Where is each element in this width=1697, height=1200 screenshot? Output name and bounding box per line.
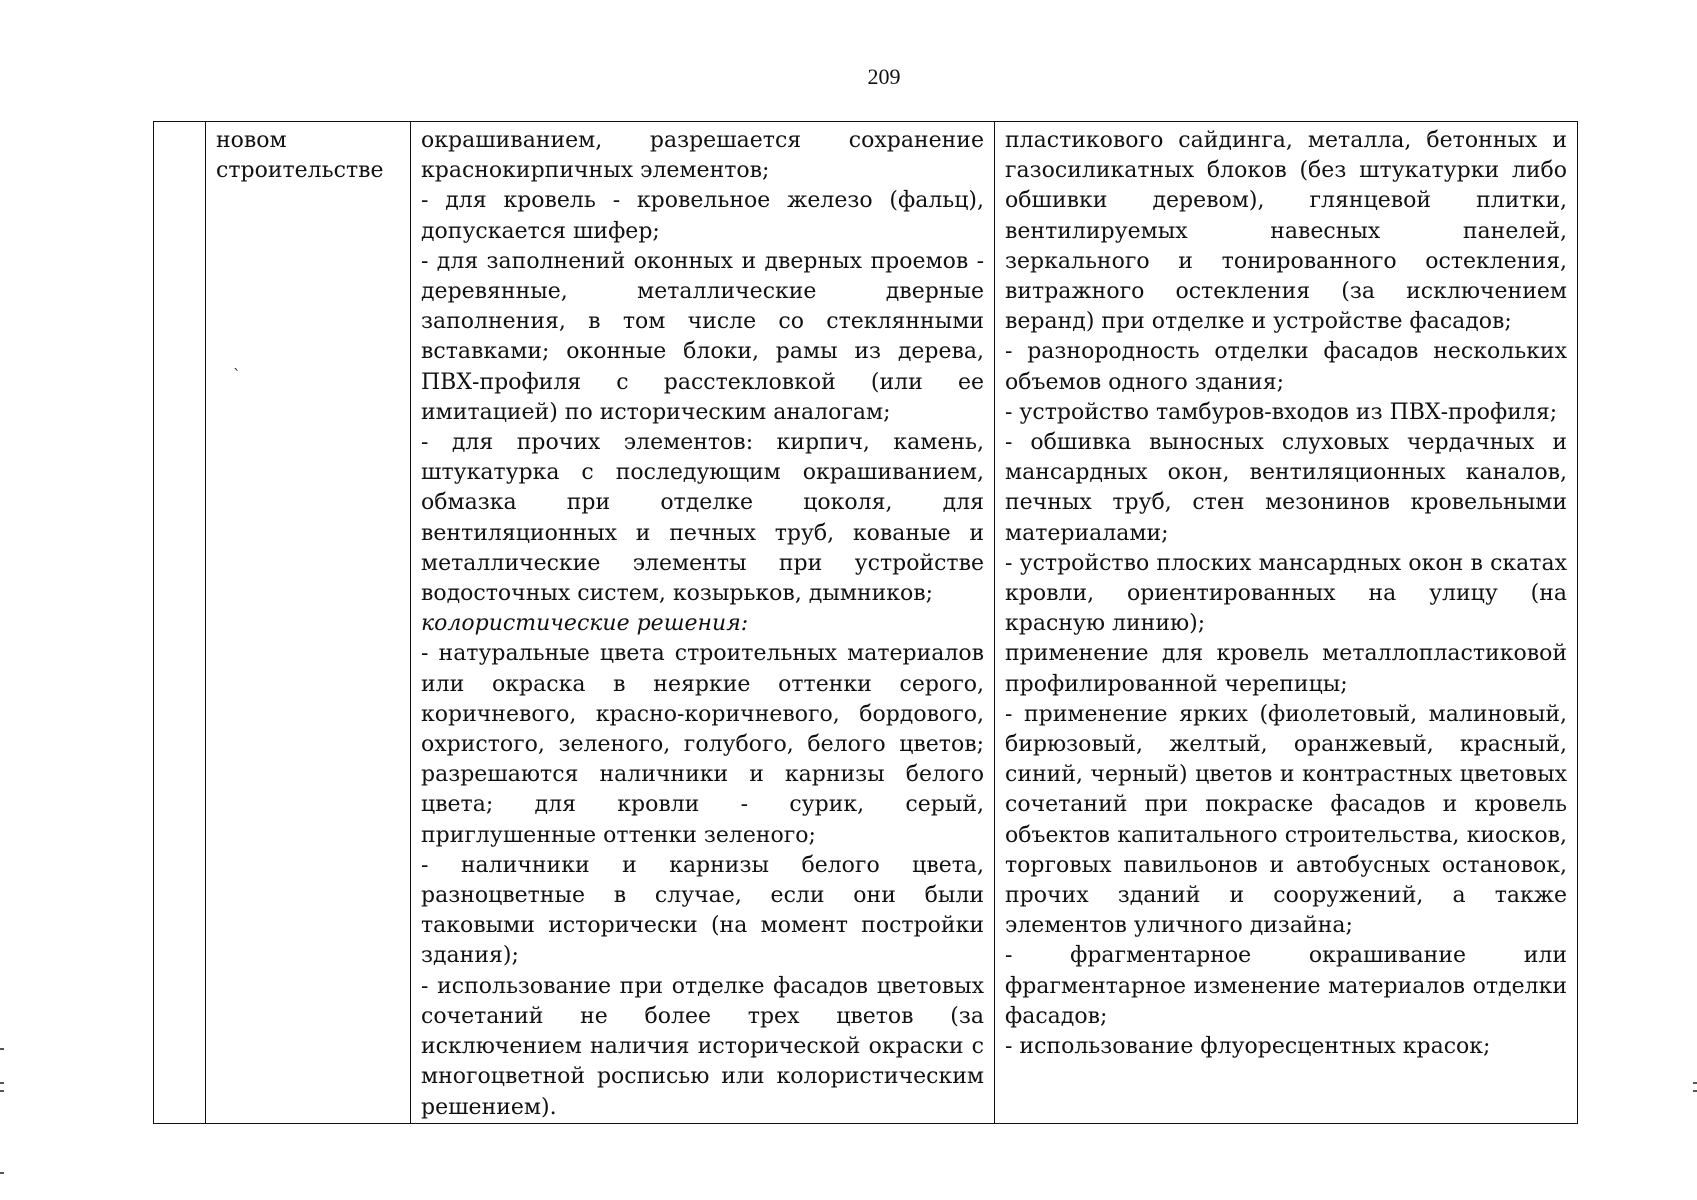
forbidden-paragraph: - устройство тамбуров-входов из ПВХ-профиля; [1005,399,1558,425]
forbidden-paragraph: применение для кровель металлопластиковой профилированной черепицы; [1005,641,1567,697]
forbidden-paragraph: - использование флуоресцентных красок; [1005,1034,1491,1060]
allowed-paragraph: окрашиванием, разрешается сохранение краснокирпичных элементов; [421,128,984,184]
object-line-1: новом [216,128,287,153]
forbidden-paragraph: - обшивка выносных слуховых чердачных и мансардных окон, вентиляционных каналов, печных труб, стен мезонинов кровельными материалами; [1005,430,1567,546]
forbidden-paragraph: - устройство плоских мансардных окон в скатах кровли, ориентированных на улицу (на красную линию); [1005,550,1567,637]
scan-edge-mark [0,1082,4,1084]
scan-edge-mark [1693,1082,1697,1084]
allowed-paragraph: - наличники и карнизы белого цвета, разноцветные в случае, если они были таковыми исторически (на момент постройки здания); [421,852,984,969]
empty-number-cell [154,122,206,1124]
scan-edge-mark [0,1048,4,1050]
object-cell [206,122,411,1124]
allowed-paragraph: - использование при отделке фасадов цветовых сочетаний не более трех цветов (за исключением наличия исторической окраски с многоцветной росписью или колористическим решением). [421,973,984,1120]
forbidden-paragraph: - фрагментарное окрашивание или фрагментарное изменение материалов отделки фасадов; [1005,943,1567,1029]
regulation-table [153,121,1578,1124]
allowed-paragraph: - натуральные цвета строительных материалов или окраска в неяркие оттенки серого, коричневого, красно-коричневого, бордового, охристого, зеленого, голубого, белого цветов; разрешаются наличники и карнизы белого цвета; для кровли - сурик, серый, приглушенные оттенки зеленого; [421,641,984,848]
forbidden-paragraph: - разнородность отделки фасадов нескольких объемов одного здания; [1005,339,1567,395]
page-number: 209 [867,64,901,89]
allowed-paragraph: - для заполнений оконных и дверных проемов - деревянные, металлические дверные заполнения, в том числе со стеклянными вставками; оконные блоки, рамы из дерева, ПВХ-профиля с расстекловкой (или ее имитацией) по историческим аналогам; [421,248,984,425]
color-solutions-subheading: колористические решения: [421,611,749,637]
forbidden-paragraph: - применение ярких (фиолетовый, малиновый, бирюзовый, желтый, оранжевый, красный, синий, черный) цветов и контрастных цветовых сочетаний при покраске фасадов и кровель объектов капитального строительства, киосков, торговых павильонов и автобусных остановок, прочих зданий и сооружений, а также элементов уличного дизайна; [1005,701,1567,939]
scan-edge-mark [1693,1090,1697,1092]
scan-edge-mark [0,1172,4,1174]
object-line-2: строительстве [216,158,384,184]
table-row [154,122,1578,1124]
allowed-paragraph: - для кровель - кровельное железо (фальц), допускается шифер; [421,188,984,244]
forbidden-paragraph: пластикового сайдинга, металла, бетонных и газосиликатных блоков (без штукатурки либо обшивки деревом), глянцевой плитки, вентилируемых навесных панелей, зеркального и тонированного остекления, витражного остекления (за исключением веранд) при отделке и устройстве фасадов; [1005,128,1567,335]
scan-edge-mark [0,1090,4,1092]
scan-artifact-mark: ˋ [233,366,241,385]
allowed-paragraph: - для прочих элементов: кирпич, камень, штукатурка с последующим окрашиванием, обмазка при отделке цоколя, для вентиляционных и печных труб, кованые и металлические элементы при устройстве водосточных систем, козырьков, дымников; [421,430,984,607]
forbidden-materials-cell [995,122,1578,1124]
allowed-materials-cell [411,122,995,1124]
